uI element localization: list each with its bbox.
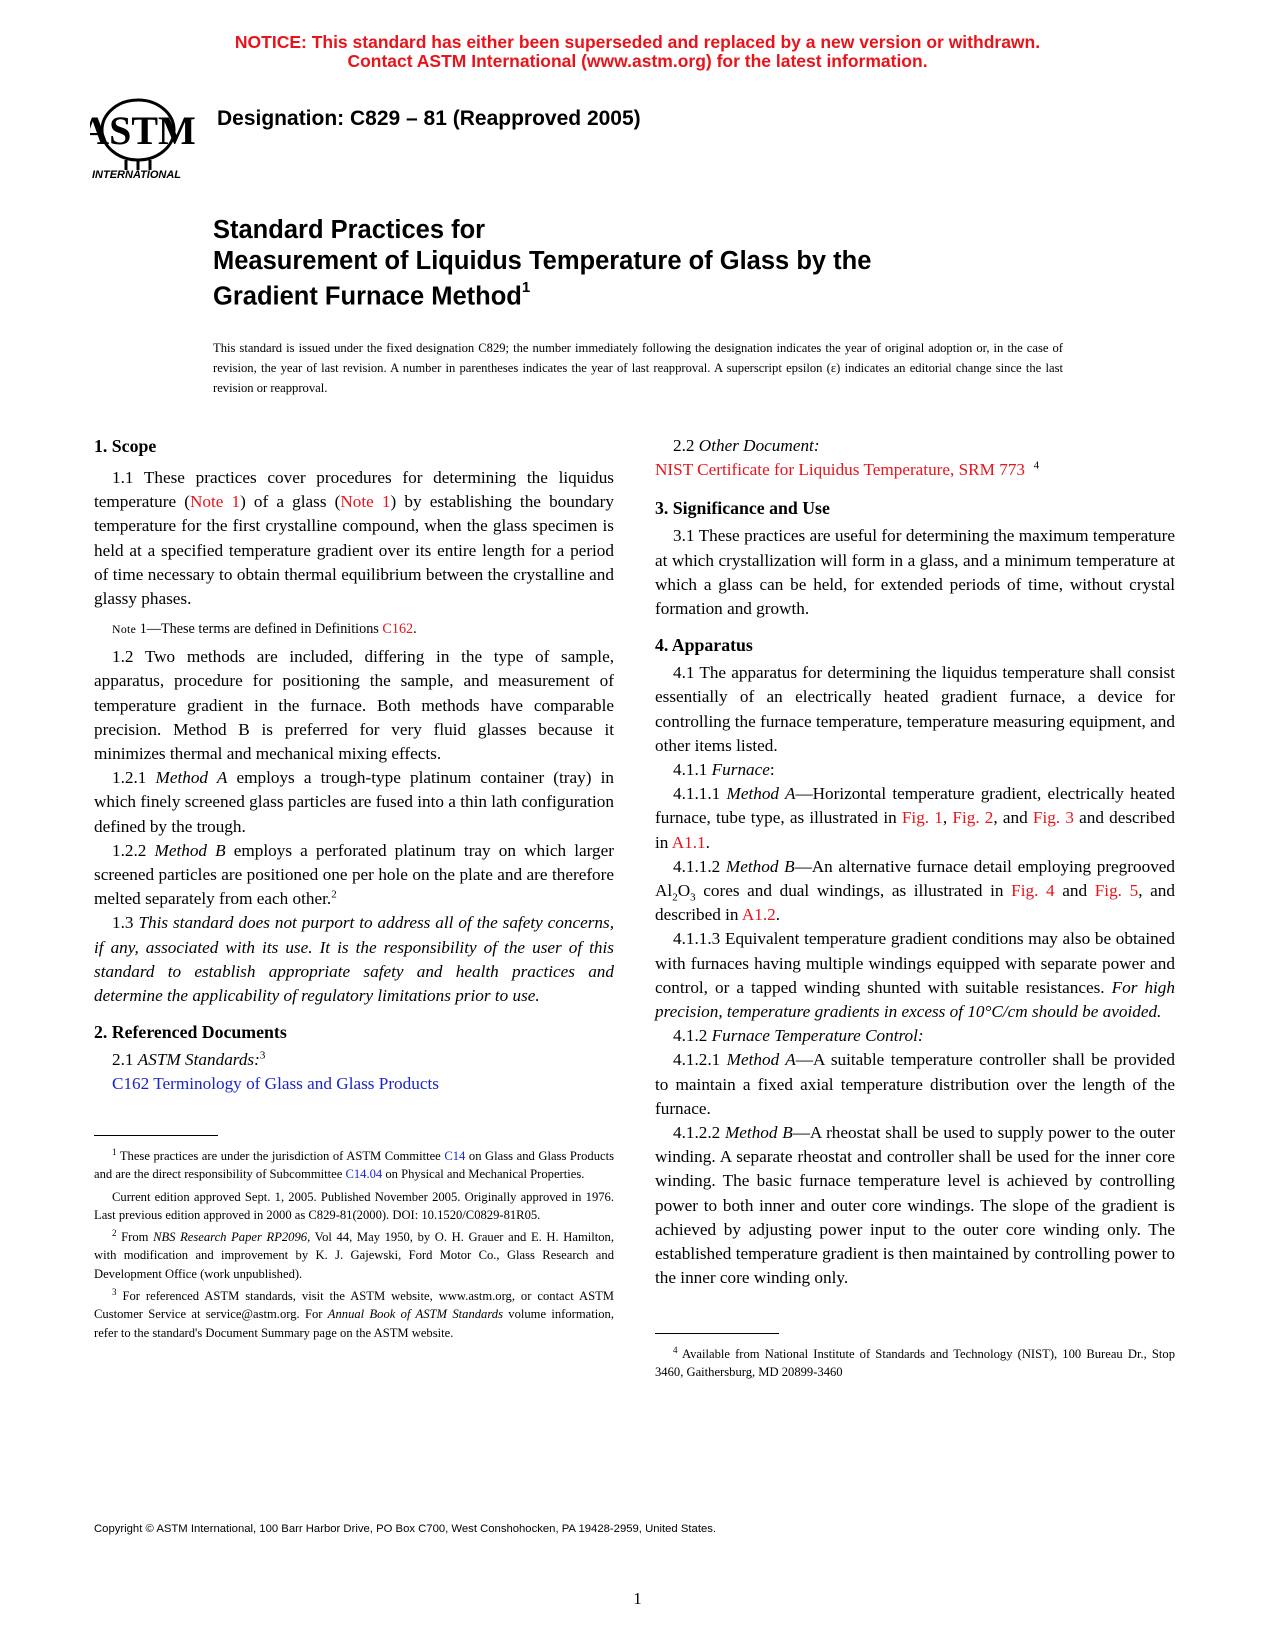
left-column xyxy=(94,434,614,1097)
footnote-4: $^4$ Available from National Institute of Standards and Technology (NIST), 100 Bureau Dr., Stop 3460, Gaithersburg, MD 20899-3460 xyxy=(655,1344,1175,1380)
title-footnote-ref[interactable]: 1 xyxy=(521,279,531,296)
para-4-1-1-2: 4.1.1.2 Method B—An alternative furnace detail employing pregrooved $Al_2O_3$ cores and dual windings, as illustrated in Fig. 4 and Fig. 5, and described in A1.2. xyxy=(655,856,1176,925)
para-1-3: 1.3 This standard does not purport to address all of the safety concerns, if any, associated with its use. It is the responsibility of the user of this standard to establish appropriate safety and health practices and determine the applicability of regulatory limitations prior to use. xyxy=(94,913,615,1006)
footnote-ref-3[interactable]: 3 xyxy=(259,1049,266,1062)
para-4-1-1-1: 4.1.1.1 Method A—Horizontal temperature gradient, electrically heated furnace, tube type, as illustrated in Fig. 1, Fig. 2, and Fig. 3 and described in A1.1. xyxy=(655,784,1175,852)
para-4-1: 4.1 The apparatus for determining the liquidus temperature shall consist essentially of an electrically heated gradient furnace, a device for controlling the furnace temperature, temperature measuring equipment, and other items listed. xyxy=(655,663,1175,755)
footnote-ref-2[interactable]: 2 xyxy=(331,888,337,901)
a1-2-link[interactable]: A1.2 xyxy=(741,905,776,925)
logo-letters: ASTM xyxy=(90,108,196,153)
footnote-divider-left xyxy=(94,1135,218,1136)
footnotes-right xyxy=(655,1345,1175,1382)
para-4-1-2-1: 4.1.2.1 Method A—A suitable temperature controller shall be provided to maintain a fixed axial temperature distribution over the length of the furnace. xyxy=(655,1050,1175,1118)
copyright: Copyright © ASTM International, 100 Barr Harbor Drive, PO Box C700, West Conshohocken, PA 19428-2959, United States. xyxy=(94,1523,717,1535)
nist-certificate-link[interactable]: NIST Certificate for Liquidus Temperature, SRM 773 xyxy=(655,460,1026,480)
logo-text: INTERNATIONAL xyxy=(92,169,182,181)
footnote-divider-right xyxy=(655,1333,779,1334)
c162-link[interactable]: C162 xyxy=(382,621,414,638)
para-4-1-1-3: 4.1.1.3 Equivalent temperature gradient conditions may also be obtained with furnaces having multiple windings equipped with separate power and control, or a tapped winding shunted with suitable resistances. For high precision, temperature gradients in excess of 10°C/cm should be avoided. xyxy=(655,929,1175,1022)
fig-1-link[interactable]: Fig. 1 xyxy=(901,808,943,828)
note-1: Note 1—These terms are defined in Definitions C162. xyxy=(112,621,417,638)
para-4-1-2: 4.1.2 Furnace Temperature Control: xyxy=(673,1026,924,1046)
para-1-1: 1.1 These practices cover procedures for determining the liquidus temperature (Note 1) of a glass (Note 1) by establishing the boundary temperature for the first crystalline compound, when the glass specimen is held at a specified temperature gradient over its entire length for a period of time necessary to obtain thermal equilibrium between the crystalline and glassy phases. xyxy=(94,468,614,609)
fig-3-link[interactable]: Fig. 3 xyxy=(1032,808,1074,828)
note-1-link[interactable]: Note 1 xyxy=(189,492,241,512)
para-1-2-1: 1.2.1 Method A employs a trough-type platinum container (tray) in which finely screened glass particles are fused into a thin lath configuration defined by the trough. xyxy=(94,768,614,836)
para-1-2-2: 1.2.2 Method B employs a perforated platinum tray on which larger screened particles are positioned one per hole on the plate and are therefore melted separately from each other.$^2$ xyxy=(94,840,614,909)
footnote-3: $^3$ For referenced ASTM standards, visit the ASTM website, www.astm.org, or contact ASTM Customer Service at service@astm.org. For Annual Book of ASTM Standards volume information, refer to the standard's Document Summary page on the ASTM website. xyxy=(94,1286,614,1340)
note-1-link-2[interactable]: Note 1 xyxy=(340,492,391,512)
document-title xyxy=(213,215,871,312)
section-1-heading: 1. Scope xyxy=(94,436,157,456)
footnote-1-current-edition: Current edition approved Sept. 1, 2005. Published November 2005. Originally approved in 1976. Last previous edition approved in 2000 as C829-81(2000). DOI: 10.1520/C0829-81R05. xyxy=(94,1189,614,1222)
astm-logo xyxy=(90,94,200,184)
title-line-2: Measurement of Liquidus Temperature of Glass by the xyxy=(213,246,872,275)
section-3-heading: 3. Significance and Use xyxy=(655,498,830,519)
notice-line-2: Contact ASTM International (www.astm.org) for the latest information. xyxy=(347,51,928,71)
c14-04-link[interactable]: C14.04 xyxy=(345,1167,383,1182)
notice-line-1: NOTICE: This standard has either been superseded and replaced by a new version or withdrawn. xyxy=(234,32,1041,52)
supersede-notice xyxy=(0,33,1275,71)
title-line-3: Gradient Furnace Method xyxy=(213,282,522,311)
section-4-heading: 4. Apparatus xyxy=(655,635,753,656)
para-2-1: 2.1 ASTM Standards:$^3$ xyxy=(112,1049,266,1070)
section-2-heading: 2. Referenced Documents xyxy=(94,1022,287,1043)
page-number: 1 xyxy=(633,1589,642,1608)
right-column xyxy=(655,434,1175,1291)
fig-4-link[interactable]: Fig. 4 xyxy=(1011,881,1055,901)
para-4-1-1: 4.1.1 Furnace: xyxy=(673,760,775,780)
issue-note: This standard is issued under the fixed designation C829; the number immediately following the designation indicates the year of original adoption or, in the case of revision, the year of last revision. A number in parentheses indicates the year of last reapproval. A superscript epsilon (ε) indicates an editorial change since the last revision or reapproval. xyxy=(213,341,1063,395)
a1-1-link[interactable]: A1.1 xyxy=(671,832,706,852)
para-1-2: 1.2 Two methods are included, differing in the type of sample, apparatus, procedure for positioning the sample, and measurement of temperature gradient in the furnace. Both methods have comparable precision. Method B is preferred for very fluid glasses because it minimizes thermal and mechanical mixing effects. xyxy=(94,647,614,764)
footnote-1: $^1$ These practices are under the jurisdiction of ASTM Committee C14 on Glass and Glass Products and are the direct responsibility of Subcommittee C14.04 on Physical and Mechanical Properties. xyxy=(94,1146,614,1182)
para-4-1-2-2: 4.1.2.2 Method B—A rheostat shall be used to supply power to the outer winding. A separate rheostat and controller shall be used for the inner core winding. The basic furnace temperature level is achieved by controlling power to both inner and outer core windings. The slope of the gradient is achieved by adjusting power input to the outer core winding only. The established temperature gradient is then maintained by controlling power to the inner core winding only. xyxy=(655,1123,1175,1288)
footnote-ref-4[interactable]: 4 xyxy=(1033,459,1040,472)
footnote-2: $^2$ From NBS Research Paper RP2096, Vol 44, May 1950, by O. H. Grauer and E. H. Hamilton, with modification and improvement by K. J. Gajewski, Ford Motor Co., Glass Research and Development Office (work unpublished). xyxy=(94,1228,615,1281)
c162-reference-link[interactable]: C162 Terminology of Glass and Glass Products xyxy=(112,1074,439,1094)
astm-logo-icon xyxy=(90,94,200,184)
title-line-1: Standard Practices for xyxy=(213,216,486,244)
c14-link[interactable]: C14 xyxy=(444,1149,466,1163)
designation: Designation: C829 – 81 (Reapproved 2005) xyxy=(217,107,641,130)
para-3-1: 3.1 These practices are useful for determining the maximum temperature at which crystallization will form in a glass, and a minimum temperature at which a glass can be held, for extended periods of time, without crystal formation and growth. xyxy=(655,526,1175,619)
para-2-2: 2.2 Other Document: xyxy=(673,436,820,455)
fig-5-link[interactable]: Fig. 5 xyxy=(1094,881,1139,901)
footnotes-left xyxy=(94,1147,614,1342)
nist-reference xyxy=(655,458,1175,482)
fig-2-link[interactable]: Fig. 2 xyxy=(952,808,994,828)
